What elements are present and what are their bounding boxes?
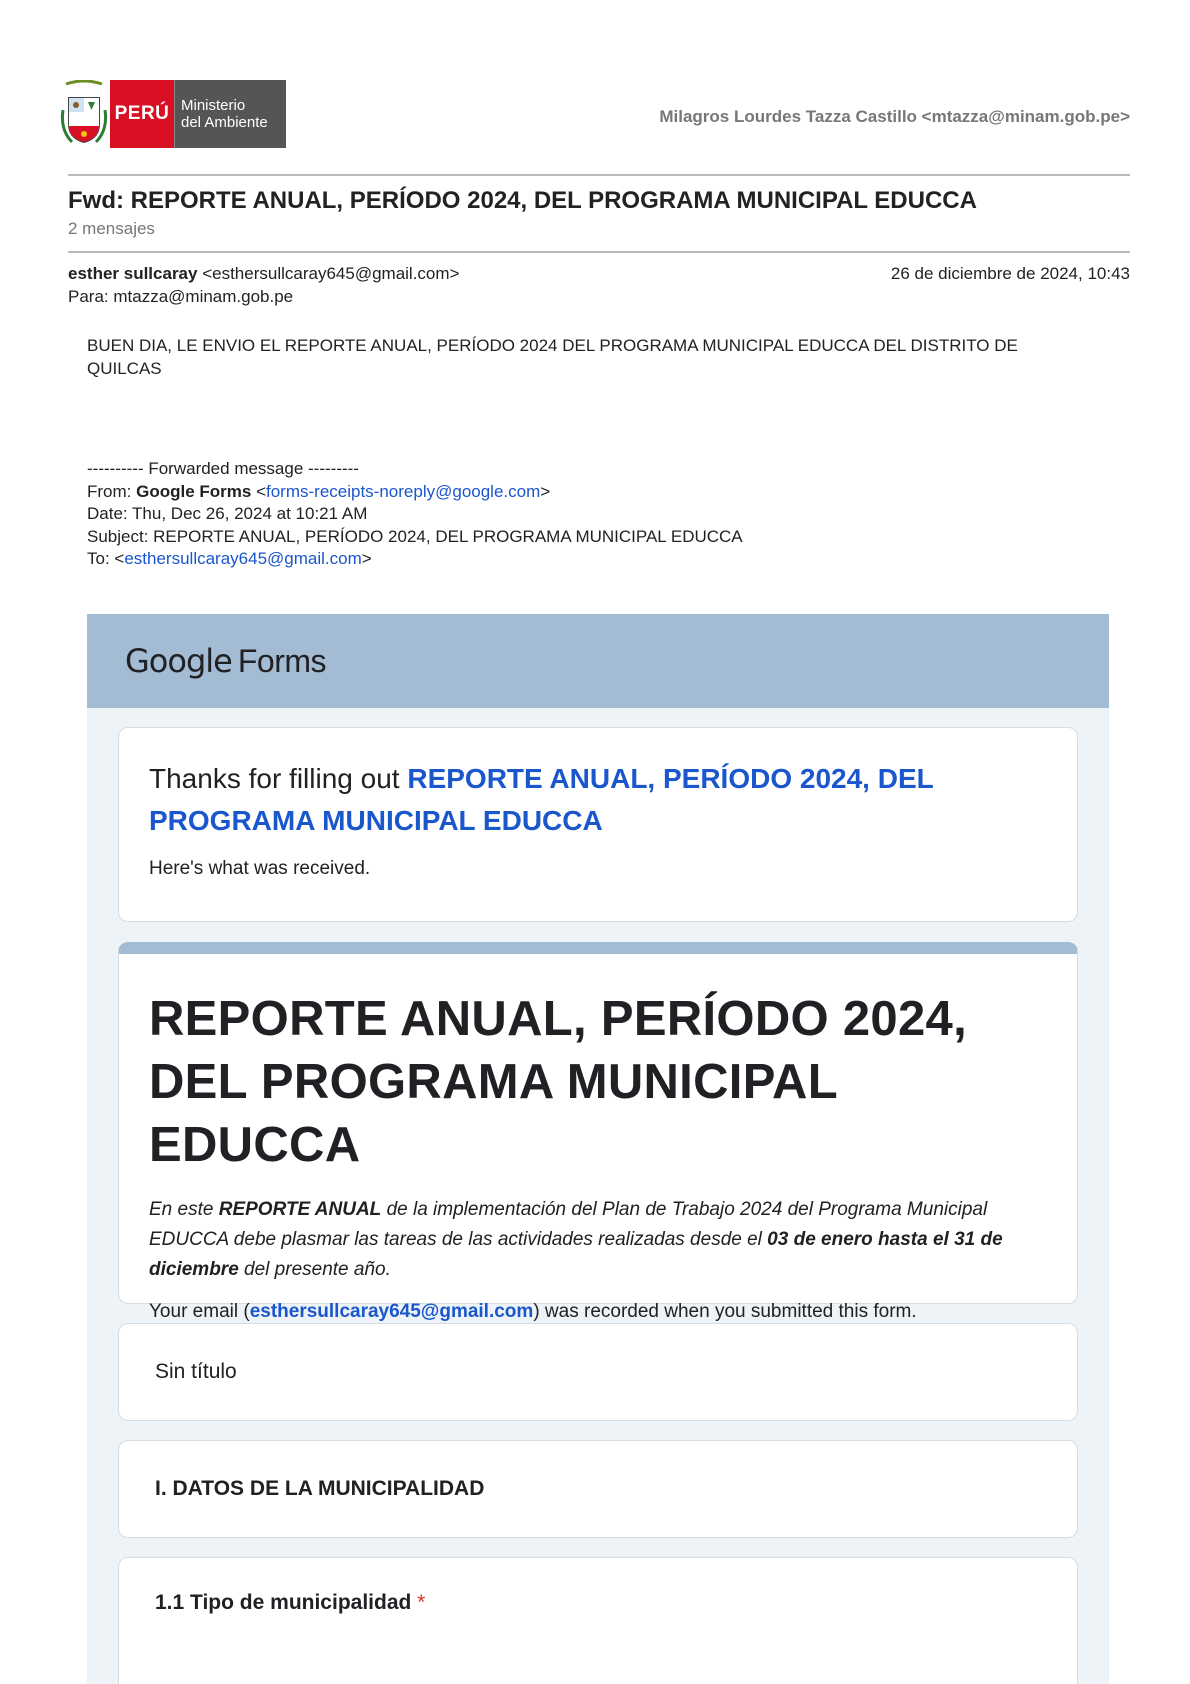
thread-subject: Fwd: REPORTE ANUAL, PERÍODO 2024, DEL PROGRAMA MUNICIPAL EDUCCA: [68, 187, 977, 214]
account-name: Milagros Lourdes Tazza Castillo <mtazza@minam.gob.pe>: [659, 107, 1130, 126]
coat-of-arms-icon: [60, 80, 108, 148]
desc-bold: REPORTE ANUAL: [218, 1199, 382, 1220]
message-count: 2 mensajes: [68, 219, 155, 238]
desc-part: de la implementación del Plan de Trabajo 2024 del Programa Municipal EDUCCA debe plasmar las tareas de las actividades realizadas desde el: [149, 1199, 988, 1250]
to-email-link[interactable]: esthersullcaray645@gmail.com: [124, 549, 362, 568]
divider: [68, 174, 1130, 176]
required-mark: *: [417, 1591, 426, 1614]
peru-label: PERÚ: [110, 80, 174, 148]
email-recorded: [149, 1301, 1047, 1323]
forwarded-header: [87, 458, 743, 571]
thanks-prefix: Thanks for filling out: [149, 763, 408, 794]
from-label: From:: [87, 481, 137, 501]
form-title-card: [118, 942, 1078, 1322]
sender-email: <esthersullcaray645@gmail.com>: [202, 264, 460, 283]
divider: [68, 251, 1130, 253]
ministry-line-2: del Ambiente: [181, 114, 268, 131]
respondent-email-link[interactable]: esthersullcaray645@gmail.com: [249, 1301, 534, 1322]
form-description: [149, 1195, 1047, 1285]
email-suffix: ) was recorded when you submitted this form.: [533, 1301, 917, 1322]
google-wordmark: Google: [125, 641, 232, 680]
google-forms-logo[interactable]: [125, 642, 326, 681]
desc-bold: 03 de enero hasta el 31 de diciembre: [149, 1229, 1003, 1280]
forward-to: To: <esthersullcaray645@gmail.com>: [87, 549, 372, 568]
recipient: Para: mtazza@minam.gob.pe: [68, 287, 294, 306]
ministry-line-1: Ministerio: [181, 97, 246, 114]
to-label: To:: [87, 549, 115, 568]
thanks-card: [118, 727, 1078, 922]
section-datos-municipalidad: I. DATOS DE LA MUNICIPALIDAD: [118, 1440, 1078, 1538]
form-title: REPORTE ANUAL, PERÍODO 2024, DEL PROGRAMA MUNICIPAL EDUCCA: [149, 992, 967, 1172]
question-tipo-municipalidad: [118, 1557, 1078, 1684]
sender-name: esther sullcaray: [68, 264, 198, 283]
section-untitled: Sin título: [118, 1323, 1078, 1421]
question-label: 1.1 Tipo de municipalidad: [155, 1591, 412, 1614]
minam-logo: [60, 80, 286, 148]
desc-part: del presente año.: [238, 1259, 391, 1280]
sender: [68, 264, 459, 284]
thanks-text: [149, 758, 1047, 842]
from-email-link[interactable]: forms-receipts-noreply@google.com: [266, 481, 541, 501]
forward-from: From: Google Forms <forms-receipts-noreply@google.com>: [87, 481, 551, 501]
forward-date: Date: Thu, Dec 26, 2024 at 10:21 AM: [87, 504, 368, 523]
message-date: 26 de diciembre de 2024, 10:43: [890, 264, 1130, 283]
message-body: BUEN DIA, LE ENVIO EL REPORTE ANUAL, PERÍODO 2024 DEL PROGRAMA MUNICIPAL EDUCCA DEL DISTRITO DE QUILCAS: [87, 336, 1018, 378]
forms-wordmark: Forms: [237, 642, 326, 679]
forward-separator: ---------- Forwarded message ---------: [87, 459, 359, 478]
email-prefix: Your email (: [149, 1301, 250, 1322]
forms-header: [87, 614, 1109, 708]
google-forms-receipt: [87, 614, 1109, 1684]
received-text: Here's what was received.: [149, 858, 371, 879]
form-title-link[interactable]: REPORTE ANUAL, PERÍODO 2024, DEL PROGRAMA MUNICIPAL EDUCCA: [149, 763, 934, 836]
from-name: Google Forms: [136, 481, 252, 501]
ministry-label: [174, 80, 286, 148]
desc-part: En este: [149, 1199, 219, 1220]
forward-subject: Subject: REPORTE ANUAL, PERÍODO 2024, DEL PROGRAMA MUNICIPAL EDUCCA: [87, 526, 743, 546]
